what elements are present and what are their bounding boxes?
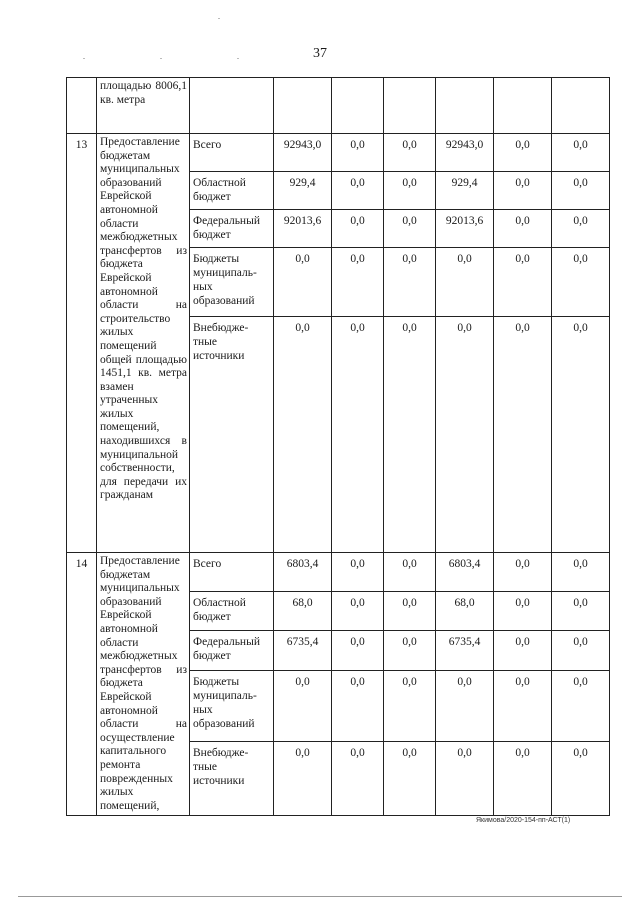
amount-cell: 0,0 bbox=[332, 553, 384, 592]
amount-cell: 0,0 bbox=[552, 631, 610, 670]
amount-cell: 0,0 bbox=[494, 592, 552, 631]
footer-reference: Якимова/2020-154-пп-АСТ(1) bbox=[476, 817, 571, 824]
table-row bbox=[67, 553, 610, 592]
amount-cell: 68,0 bbox=[436, 592, 494, 631]
amount-cell: 0,0 bbox=[552, 134, 610, 172]
amount-cell: 0,0 bbox=[494, 134, 552, 172]
funding-source-label: Всего bbox=[190, 553, 274, 592]
amount-cell: 0,0 bbox=[552, 317, 610, 553]
funding-source-label: Внебюдже-тные источники bbox=[190, 317, 274, 553]
funding-source-label: Внебюдже-тные источники bbox=[190, 741, 274, 815]
amount-cell: 0,0 bbox=[384, 741, 436, 815]
continued-description: площадью 8006,1 кв. метра bbox=[97, 78, 190, 134]
amount-cell: 0,0 bbox=[494, 210, 552, 248]
amount-cell: 6803,4 bbox=[436, 553, 494, 592]
row-index: 13 bbox=[67, 134, 97, 553]
amount-cell: 0,0 bbox=[384, 134, 436, 172]
amount-cell: 0,0 bbox=[384, 317, 436, 553]
amount-cell: 0,0 bbox=[552, 592, 610, 631]
amount-cell: 0,0 bbox=[384, 248, 436, 317]
amount-cell: 0,0 bbox=[332, 210, 384, 248]
amount-cell: 0,0 bbox=[384, 670, 436, 741]
amount-cell: 0,0 bbox=[436, 248, 494, 317]
continued-index-cell bbox=[67, 78, 97, 134]
funding-source-label: Областной бюджет bbox=[190, 172, 274, 210]
amount-cell: 0,0 bbox=[552, 248, 610, 317]
amount-cell: 0,0 bbox=[494, 553, 552, 592]
amount-cell: 0,0 bbox=[552, 553, 610, 592]
funding-source-label: Бюджеты муниципаль-ных образований bbox=[190, 670, 274, 741]
amount-cell: 0,0 bbox=[494, 741, 552, 815]
amount-cell: 0,0 bbox=[384, 592, 436, 631]
funding-source-label: Федеральный бюджет bbox=[190, 631, 274, 670]
page-number: 37 bbox=[313, 46, 327, 61]
bottom-rule bbox=[18, 896, 622, 897]
amount-cell: 0,0 bbox=[384, 210, 436, 248]
amount-cell: 0,0 bbox=[274, 670, 332, 741]
amount-cell: 0,0 bbox=[494, 172, 552, 210]
amount-cell: 929,4 bbox=[274, 172, 332, 210]
amount-cell: 929,4 bbox=[436, 172, 494, 210]
amount-cell: 0,0 bbox=[436, 670, 494, 741]
row-description: Предоставление бюджетам муниципальных образований Еврейской автономной области межбюджетных трансфертов из бюджета Еврейской автономной области на строительство жилых помещений общей площадью 1451,1 кв. метра взамен утраченных жилых помещений, находившихся в муниципальной собственности, для передачи их гражданам bbox=[97, 134, 190, 553]
amount-cell: 0,0 bbox=[552, 172, 610, 210]
amount-cell: 0,0 bbox=[436, 741, 494, 815]
budget-table bbox=[66, 77, 610, 816]
amount-cell: 0,0 bbox=[332, 172, 384, 210]
amount-cell: 0,0 bbox=[274, 317, 332, 553]
amount-cell: 0,0 bbox=[494, 248, 552, 317]
amount-cell: 0,0 bbox=[332, 134, 384, 172]
amount-cell: 92013,6 bbox=[274, 210, 332, 248]
amount-cell: 6735,4 bbox=[436, 631, 494, 670]
row-description: Предоставление бюджетам муниципальных образований Еврейской автономной области межбюджетных трансфертов из бюджета Еврейской автономной области на осуществление капитального ремонта поврежденных жилых помещений, bbox=[97, 553, 190, 816]
amount-cell: 6735,4 bbox=[274, 631, 332, 670]
funding-source-label: Всего bbox=[190, 134, 274, 172]
amount-cell: 0,0 bbox=[384, 172, 436, 210]
amount-cell: 0,0 bbox=[494, 317, 552, 553]
amount-cell: 92013,6 bbox=[436, 210, 494, 248]
amount-cell: 0,0 bbox=[384, 553, 436, 592]
row-index: 14 bbox=[67, 553, 97, 816]
table-row bbox=[67, 134, 610, 172]
amount-cell: 0,0 bbox=[332, 670, 384, 741]
funding-source-label: Областной бюджет bbox=[190, 592, 274, 631]
continued-row bbox=[67, 78, 610, 134]
funding-source-label: Бюджеты муниципаль-ных образований bbox=[190, 248, 274, 317]
amount-cell: 92943,0 bbox=[274, 134, 332, 172]
amount-cell: 0,0 bbox=[552, 670, 610, 741]
amount-cell: 92943,0 bbox=[436, 134, 494, 172]
amount-cell: 0,0 bbox=[436, 317, 494, 553]
amount-cell: 0,0 bbox=[274, 741, 332, 815]
amount-cell: 0,0 bbox=[332, 631, 384, 670]
funding-source-label: Федеральный бюджет bbox=[190, 210, 274, 248]
amount-cell: 0,0 bbox=[494, 670, 552, 741]
amount-cell: 0,0 bbox=[552, 741, 610, 815]
amount-cell: 0,0 bbox=[332, 592, 384, 631]
amount-cell: 6803,4 bbox=[274, 553, 332, 592]
amount-cell: 0,0 bbox=[274, 248, 332, 317]
amount-cell: 0,0 bbox=[332, 248, 384, 317]
amount-cell: 0,0 bbox=[332, 317, 384, 553]
amount-cell: 0,0 bbox=[332, 741, 384, 815]
amount-cell: 0,0 bbox=[384, 631, 436, 670]
amount-cell: 0,0 bbox=[552, 210, 610, 248]
amount-cell: 0,0 bbox=[494, 631, 552, 670]
amount-cell: 68,0 bbox=[274, 592, 332, 631]
